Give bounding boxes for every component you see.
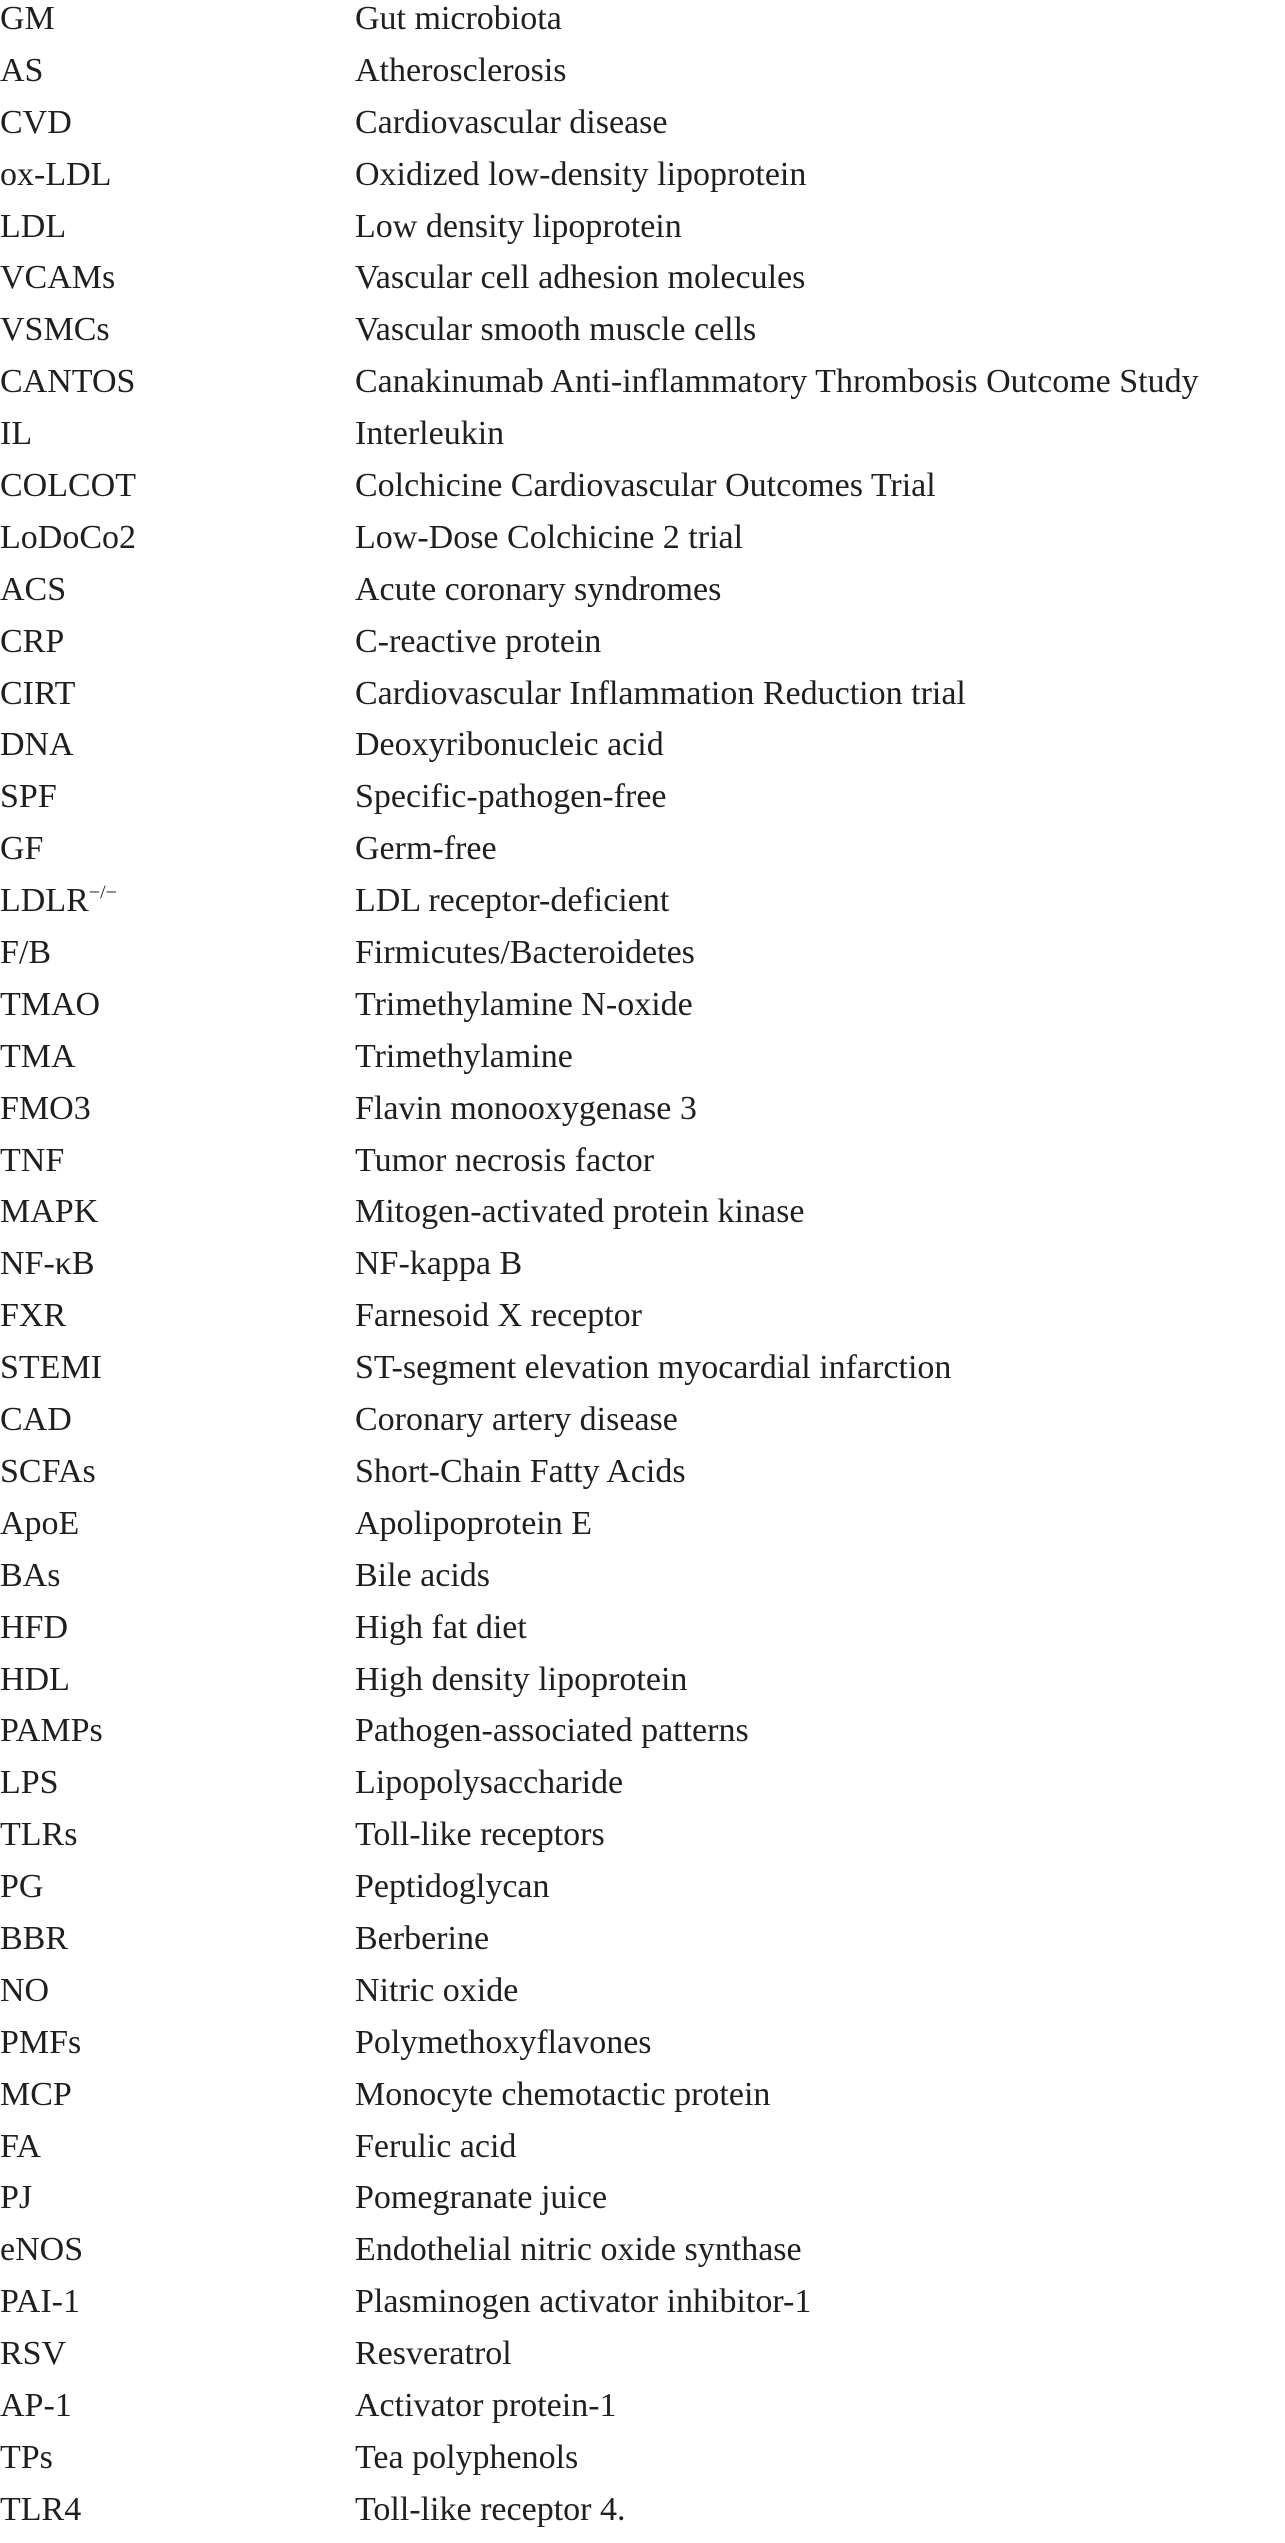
abbreviation-term: [0, 1661, 355, 1699]
abbreviation-row: [0, 1557, 1285, 1609]
abbreviation-term: [0, 2439, 355, 2477]
abbreviation-row: [0, 882, 1285, 934]
abbreviation-row: [0, 2128, 1285, 2180]
abbreviation-term: [0, 259, 355, 297]
abbreviation-term-text: LDL: [0, 207, 67, 245]
abbreviation-term: [0, 1868, 355, 1906]
abbreviation-term: [0, 2335, 355, 2373]
abbreviation-term-text: ApoE: [0, 1504, 80, 1542]
abbreviation-row: [0, 1401, 1285, 1453]
abbreviation-term-text: LDLR: [0, 882, 89, 920]
abbreviation-row: [0, 1712, 1285, 1764]
abbreviation-term: [0, 2076, 355, 2114]
abbreviation-term: [0, 1920, 355, 1958]
abbreviation-term: [0, 571, 355, 609]
abbreviation-term-text: PMFs: [0, 2023, 82, 2061]
abbreviation-row: [0, 1816, 1285, 1868]
abbreviation-definition: Firmicutes/Bacteroidetes: [355, 934, 695, 972]
abbreviation-term-text: HFD: [0, 1608, 69, 1646]
abbreviation-row: [0, 986, 1285, 1038]
abbreviation-term-text: TLRs: [0, 1816, 78, 1854]
abbreviation-term: [0, 2491, 355, 2529]
abbreviation-term: [0, 2283, 355, 2321]
abbreviation-row: [0, 1609, 1285, 1661]
abbreviation-term: [0, 2387, 355, 2425]
abbreviation-row: [0, 2076, 1285, 2128]
abbreviation-term: [0, 311, 355, 349]
abbreviation-term: [0, 0, 355, 38]
abbreviation-definition: Nitric oxide: [355, 1971, 519, 2009]
abbreviation-definition: High density lipoprotein: [355, 1660, 688, 1698]
abbreviation-definition: Ferulic acid: [355, 2127, 517, 2165]
abbreviation-term-text: STEMI: [0, 1349, 102, 1387]
abbreviation-term: [0, 1505, 355, 1543]
abbreviation-row: [0, 1972, 1285, 2024]
abbreviation-definition: Pathogen-associated patterns: [355, 1712, 749, 1750]
abbreviation-row: [0, 571, 1285, 623]
abbreviation-row: [0, 1764, 1285, 1816]
abbreviation-row: [0, 52, 1285, 104]
abbreviation-row: [0, 1245, 1285, 1297]
abbreviation-term: [0, 986, 355, 1024]
abbreviation-term: [0, 1453, 355, 1491]
abbreviation-term: [0, 1816, 355, 1854]
abbreviation-term: [0, 1609, 355, 1647]
abbreviation-row: [0, 675, 1285, 727]
abbreviation-term: [0, 623, 355, 661]
abbreviation-term-text: GM: [0, 0, 55, 37]
abbreviation-term: [0, 519, 355, 557]
abbreviation-row: [0, 1193, 1285, 1245]
abbreviation-term-text: PAI-1: [0, 2283, 80, 2321]
abbreviation-row: [0, 1661, 1285, 1713]
abbreviation-row: [0, 2335, 1285, 2387]
abbreviation-row: [0, 1505, 1285, 1557]
abbreviation-definition: Low density lipoprotein: [355, 207, 682, 245]
abbreviation-definition: Apolipoprotein E: [355, 1504, 593, 1542]
abbreviation-term: [0, 2231, 355, 2269]
abbreviation-row: [0, 778, 1285, 830]
abbreviation-term: [0, 2179, 355, 2217]
abbreviation-row: [0, 726, 1285, 778]
abbreviation-definition: Peptidoglycan: [355, 1868, 550, 1906]
abbreviation-row: [0, 0, 1285, 52]
abbreviation-definition: Cardiovascular Inflammation Reduction trial: [355, 674, 966, 712]
abbreviation-term-text: GF: [0, 830, 44, 868]
abbreviation-term: [0, 675, 355, 713]
abbreviation-term-text: NO: [0, 1971, 50, 2009]
abbreviation-definition: Short-Chain Fatty Acids: [355, 1452, 686, 1490]
abbreviation-term-text: COLCOT: [0, 467, 136, 505]
abbreviation-row: [0, 2179, 1285, 2231]
abbreviation-term-text: CVD: [0, 103, 72, 141]
abbreviation-term-text: FXR: [0, 1297, 67, 1335]
abbreviation-term-text: CANTOS: [0, 363, 136, 401]
abbreviation-row: [0, 2283, 1285, 2335]
abbreviation-term: [0, 467, 355, 505]
abbreviation-term-text: AP-1: [0, 2386, 72, 2424]
abbreviation-definition: Coronary artery disease: [355, 1401, 678, 1439]
abbreviation-definition: ST-segment elevation myocardial infarction: [355, 1349, 952, 1387]
abbreviation-term: [0, 726, 355, 764]
abbreviation-row: [0, 156, 1285, 208]
abbreviation-definition: Pomegranate juice: [355, 2179, 608, 2217]
abbreviation-term: [0, 2024, 355, 2062]
abbreviation-term-text: DNA: [0, 726, 74, 764]
abbreviation-definition: Vascular smooth muscle cells: [355, 311, 757, 349]
abbreviation-definition: Mitogen-activated protein kinase: [355, 1193, 805, 1231]
abbreviation-term: [0, 1245, 355, 1283]
abbreviation-term: [0, 778, 355, 816]
abbreviation-term-text: SCFAs: [0, 1452, 96, 1490]
abbreviation-term-text: BBR: [0, 1919, 69, 1957]
abbreviation-definition: Interleukin: [355, 415, 505, 453]
abbreviation-term-text: TLR4: [0, 2490, 82, 2528]
abbreviation-row: [0, 1868, 1285, 1920]
abbreviation-definition: Gut microbiota: [355, 0, 562, 37]
abbreviation-row: [0, 467, 1285, 519]
abbreviation-term-text: F/B: [0, 934, 52, 972]
abbreviation-row: [0, 1090, 1285, 1142]
abbreviation-term-text: BAs: [0, 1556, 61, 1594]
abbreviation-term: [0, 1401, 355, 1439]
abbreviation-term-text: CIRT: [0, 674, 76, 712]
abbreviation-term: [0, 52, 355, 90]
abbreviation-term: [0, 1090, 355, 1128]
abbreviation-term: [0, 156, 355, 194]
abbreviation-term-text: LPS: [0, 1764, 59, 1802]
abbreviation-definition: Toll-like receptor 4.: [355, 2490, 626, 2528]
abbreviation-definition: Farnesoid X receptor: [355, 1297, 643, 1335]
abbreviation-definition: C-reactive protein: [355, 622, 602, 660]
abbreviation-term: [0, 1297, 355, 1335]
abbreviation-definition: Deoxyribonucleic acid: [355, 726, 664, 764]
abbreviation-definition: Polymethoxyflavones: [355, 2023, 652, 2061]
abbreviation-definition: Trimethylamine N-oxide: [355, 985, 693, 1023]
abbreviation-term: [0, 1349, 355, 1387]
abbreviation-row: [0, 1453, 1285, 1505]
abbreviation-definition: High fat diet: [355, 1608, 527, 1646]
abbreviation-definition: Tumor necrosis factor: [355, 1141, 655, 1179]
abbreviation-definition: Vascular cell adhesion molecules: [355, 259, 806, 297]
abbreviation-definition: Colchicine Cardiovascular Outcomes Trial: [355, 467, 936, 505]
abbreviation-definition: Plasminogen activator inhibitor-1: [355, 2283, 812, 2321]
abbreviation-term-text: VSMCs: [0, 311, 110, 349]
abbreviation-definition: LDL receptor-deficient: [355, 882, 670, 920]
abbreviation-term: [0, 208, 355, 246]
abbreviation-term: [0, 1193, 355, 1231]
abbreviation-row: [0, 2439, 1285, 2491]
abbreviation-row: [0, 2231, 1285, 2283]
abbreviation-definition: Germ-free: [355, 830, 497, 868]
abbreviation-term-text: MAPK: [0, 1193, 99, 1231]
abbreviation-row: [0, 1920, 1285, 1972]
abbreviation-term-text: eNOS: [0, 2231, 84, 2269]
abbreviation-definition: Toll-like receptors: [355, 1816, 605, 1854]
abbreviation-definition: NF-kappa B: [355, 1245, 523, 1283]
abbreviation-row: [0, 934, 1285, 986]
abbreviation-term-text: HDL: [0, 1660, 70, 1698]
abbreviation-term: [0, 1142, 355, 1180]
abbreviation-row: [0, 2491, 1285, 2543]
abbreviation-row: [0, 2024, 1285, 2076]
abbreviation-definition: Cardiovascular disease: [355, 103, 668, 141]
abbreviation-term-text: PG: [0, 1868, 44, 1906]
abbreviation-term: [0, 1972, 355, 2010]
abbreviation-definition: Monocyte chemotactic protein: [355, 2075, 771, 2113]
abbreviation-term-text: FMO3: [0, 1089, 91, 1127]
abbreviation-row: [0, 830, 1285, 882]
abbreviation-term-text: VCAMs: [0, 259, 116, 297]
abbreviation-row: [0, 1142, 1285, 1194]
abbreviation-definition: Bile acids: [355, 1556, 491, 1594]
abbreviation-term-text: FA: [0, 2127, 41, 2165]
abbreviation-row: [0, 363, 1285, 415]
abbreviation-term: [0, 104, 355, 142]
abbreviation-row: [0, 311, 1285, 363]
abbreviation-term-text: LoDoCo2: [0, 518, 136, 556]
abbreviation-term: [0, 934, 355, 972]
abbreviation-term-text: AS: [0, 51, 44, 89]
abbreviation-term: [0, 1038, 355, 1076]
abbreviation-definition: Trimethylamine: [355, 1037, 573, 1075]
abbreviation-term-text: RSV: [0, 2335, 67, 2373]
abbreviation-row: [0, 519, 1285, 571]
abbreviation-definition: Berberine: [355, 1919, 490, 1957]
abbreviation-row: [0, 2387, 1285, 2439]
abbreviation-row: [0, 415, 1285, 467]
abbreviation-term: [0, 1557, 355, 1595]
abbreviation-term-text: IL: [0, 415, 33, 453]
abbreviation-definition: Specific-pathogen-free: [355, 778, 667, 816]
abbreviation-definition: Activator protein-1: [355, 2386, 617, 2424]
abbreviation-definition: Tea polyphenols: [355, 2438, 579, 2476]
abbreviation-term: [0, 1764, 355, 1802]
abbreviation-term-text: TNF: [0, 1141, 65, 1179]
abbreviation-term-text: ox-LDL: [0, 155, 112, 193]
abbreviation-row: [0, 259, 1285, 311]
abbreviation-row: [0, 1297, 1285, 1349]
abbreviation-term-text: MCP: [0, 2075, 72, 2113]
abbreviation-term-text: SPF: [0, 778, 57, 816]
abbreviation-definition: Oxidized low-density lipoprotein: [355, 155, 807, 193]
abbreviation-row: [0, 208, 1285, 260]
abbreviation-term: [0, 830, 355, 868]
abbreviation-term-text: TMAO: [0, 985, 101, 1023]
abbreviation-definition: Low-Dose Colchicine 2 trial: [355, 518, 744, 556]
abbreviation-term: [0, 2128, 355, 2166]
abbreviation-term: [0, 415, 355, 453]
abbreviation-definition: Resveratrol: [355, 2335, 512, 2373]
abbreviation-row: [0, 1038, 1285, 1090]
abbreviation-row: [0, 1349, 1285, 1401]
abbreviation-term-text: PAMPs: [0, 1712, 103, 1750]
abbreviation-term-text: ACS: [0, 570, 67, 608]
abbreviation-row: [0, 104, 1285, 156]
abbreviation-term-text: CAD: [0, 1401, 72, 1439]
abbreviation-term: [0, 363, 355, 401]
abbreviation-definition: Endothelial nitric oxide synthase: [355, 2231, 802, 2269]
abbreviation-row: [0, 623, 1285, 675]
abbreviation-term: [0, 882, 355, 920]
abbreviation-term-text: TPs: [0, 2438, 53, 2476]
abbreviation-definition: Lipopolysaccharide: [355, 1764, 624, 1802]
abbreviation-definition: Flavin monooxygenase 3: [355, 1089, 697, 1127]
abbreviation-superscript: −/−: [88, 881, 117, 904]
abbreviation-definition: Atherosclerosis: [355, 51, 567, 89]
abbreviation-term-text: NF-κB: [0, 1245, 95, 1283]
abbreviation-term: [0, 1712, 355, 1750]
abbreviation-term-text: TMA: [0, 1037, 76, 1075]
abbreviation-term-text: PJ: [0, 2179, 33, 2217]
abbreviation-definition: Acute coronary syndromes: [355, 570, 722, 608]
abbreviation-term-text: CRP: [0, 622, 65, 660]
abbreviation-definition: Canakinumab Anti-inflammatory Thrombosis Outcome Study: [355, 363, 1199, 401]
